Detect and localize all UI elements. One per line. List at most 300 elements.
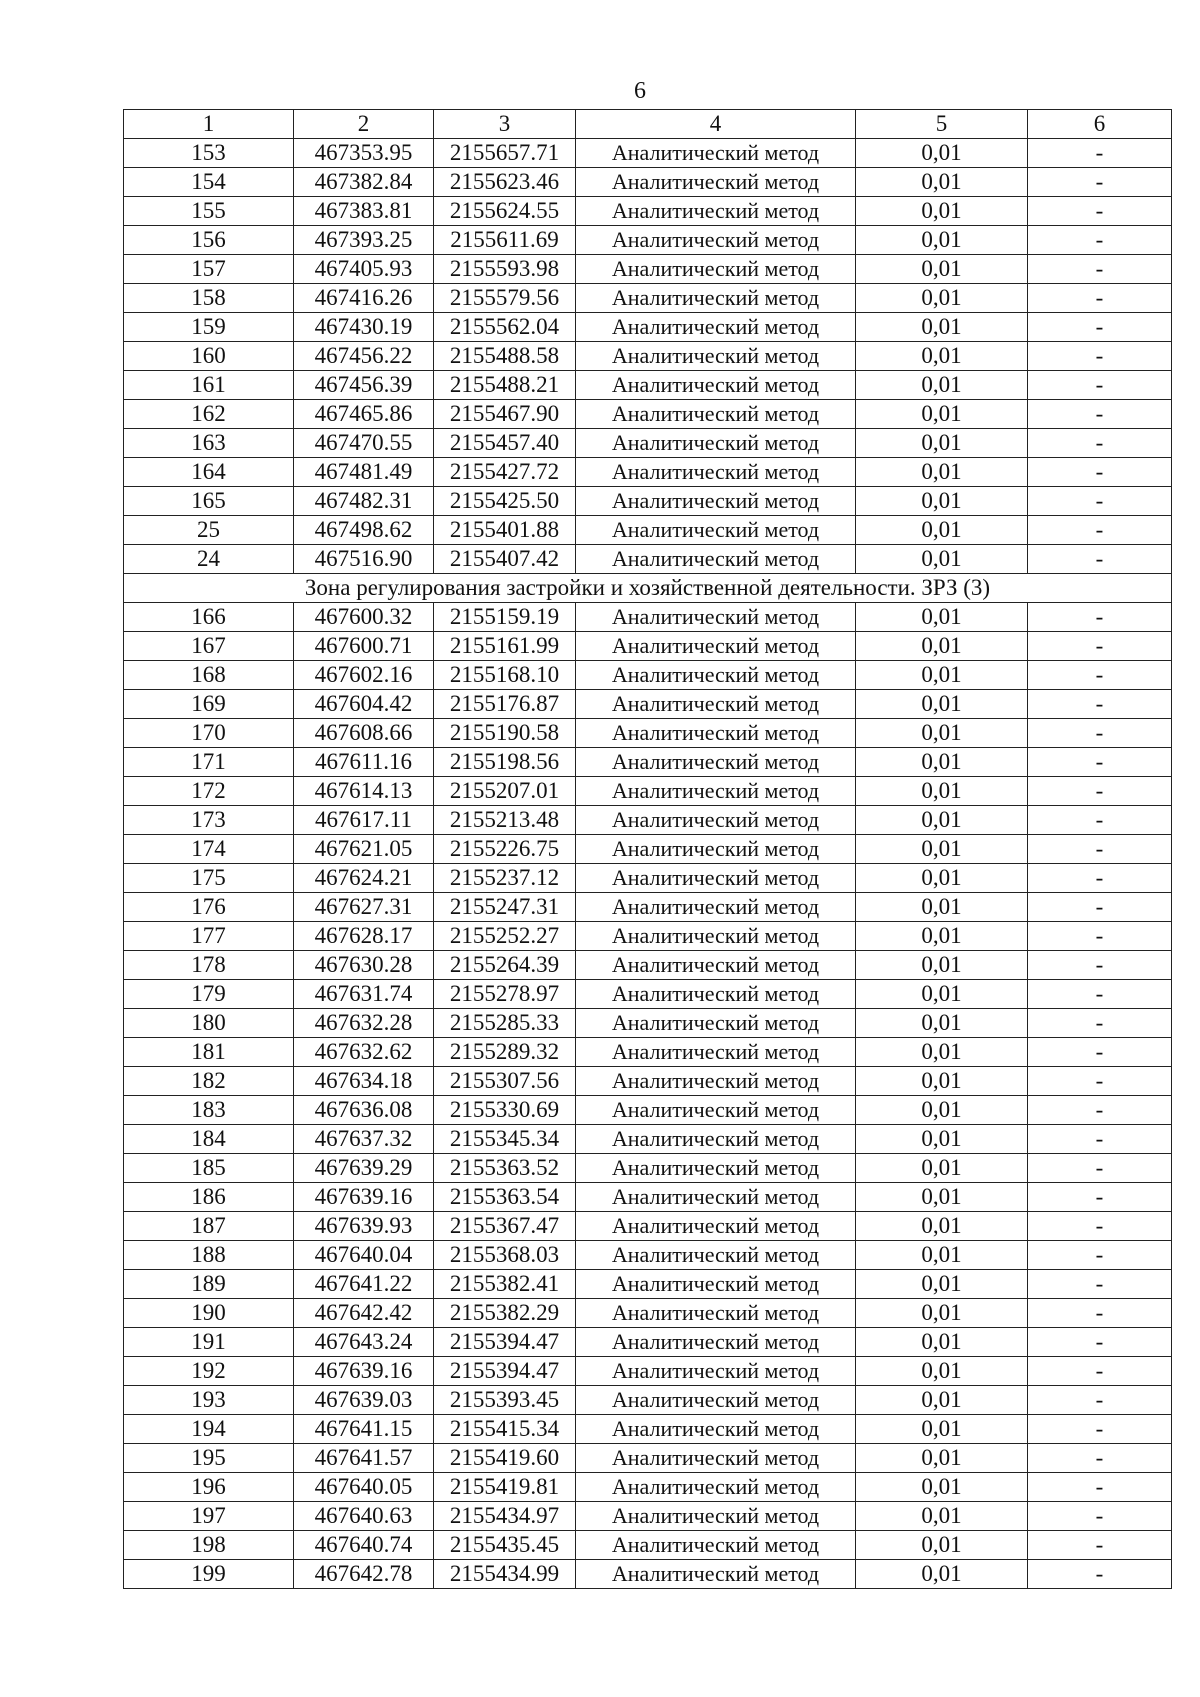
y-coordinate-cell: 2155382.29 bbox=[434, 1299, 576, 1328]
note-cell: - bbox=[1028, 1154, 1172, 1183]
method-cell: Аналитический метод bbox=[576, 980, 856, 1009]
x-coordinate-cell: 467405.93 bbox=[294, 255, 434, 284]
precision-cell: 0,01 bbox=[856, 661, 1028, 690]
x-coordinate-cell: 467640.74 bbox=[294, 1531, 434, 1560]
note-cell: - bbox=[1028, 1038, 1172, 1067]
point-number-cell: 187 bbox=[124, 1212, 294, 1241]
y-coordinate-cell: 2155427.72 bbox=[434, 458, 576, 487]
precision-cell: 0,01 bbox=[856, 1125, 1028, 1154]
table-row bbox=[124, 864, 1172, 893]
table-row bbox=[124, 922, 1172, 951]
y-coordinate-cell: 2155330.69 bbox=[434, 1096, 576, 1125]
note-cell: - bbox=[1028, 603, 1172, 632]
x-coordinate-cell: 467640.04 bbox=[294, 1241, 434, 1270]
note-cell: - bbox=[1028, 1270, 1172, 1299]
point-number-cell: 160 bbox=[124, 342, 294, 371]
y-coordinate-cell: 2155367.47 bbox=[434, 1212, 576, 1241]
precision-cell: 0,01 bbox=[856, 516, 1028, 545]
note-cell: - bbox=[1028, 1415, 1172, 1444]
x-coordinate-cell: 467617.11 bbox=[294, 806, 434, 835]
precision-cell: 0,01 bbox=[856, 168, 1028, 197]
method-cell: Аналитический метод bbox=[576, 458, 856, 487]
table-row bbox=[124, 835, 1172, 864]
table-row bbox=[124, 1473, 1172, 1502]
table-row bbox=[124, 980, 1172, 1009]
x-coordinate-cell: 467642.78 bbox=[294, 1560, 434, 1589]
method-cell: Аналитический метод bbox=[576, 1212, 856, 1241]
point-number-cell: 157 bbox=[124, 255, 294, 284]
precision-cell: 0,01 bbox=[856, 980, 1028, 1009]
method-cell: Аналитический метод bbox=[576, 835, 856, 864]
y-coordinate-cell: 2155363.52 bbox=[434, 1154, 576, 1183]
y-coordinate-cell: 2155457.40 bbox=[434, 429, 576, 458]
precision-cell: 0,01 bbox=[856, 1212, 1028, 1241]
point-number-cell: 189 bbox=[124, 1270, 294, 1299]
note-cell: - bbox=[1028, 690, 1172, 719]
note-cell: - bbox=[1028, 1560, 1172, 1589]
method-cell: Аналитический метод bbox=[576, 1386, 856, 1415]
table-row bbox=[124, 1502, 1172, 1531]
table-header bbox=[124, 110, 1172, 139]
method-cell: Аналитический метод bbox=[576, 1357, 856, 1386]
x-coordinate-cell: 467608.66 bbox=[294, 719, 434, 748]
note-cell: - bbox=[1028, 864, 1172, 893]
table-row bbox=[124, 690, 1172, 719]
precision-cell: 0,01 bbox=[856, 487, 1028, 516]
point-number-cell: 181 bbox=[124, 1038, 294, 1067]
method-cell: Аналитический метод bbox=[576, 1270, 856, 1299]
point-number-cell: 161 bbox=[124, 371, 294, 400]
x-coordinate-cell: 467621.05 bbox=[294, 835, 434, 864]
point-number-cell: 182 bbox=[124, 1067, 294, 1096]
table-row bbox=[124, 893, 1172, 922]
x-coordinate-cell: 467639.29 bbox=[294, 1154, 434, 1183]
method-cell: Аналитический метод bbox=[576, 1444, 856, 1473]
method-cell: Аналитический метод bbox=[576, 777, 856, 806]
note-cell: - bbox=[1028, 1386, 1172, 1415]
table-row bbox=[124, 1270, 1172, 1299]
x-coordinate-cell: 467382.84 bbox=[294, 168, 434, 197]
table-row bbox=[124, 777, 1172, 806]
method-cell: Аналитический метод bbox=[576, 226, 856, 255]
note-cell: - bbox=[1028, 1096, 1172, 1125]
y-coordinate-cell: 2155593.98 bbox=[434, 255, 576, 284]
header-cell: 6 bbox=[1028, 110, 1172, 139]
x-coordinate-cell: 467636.08 bbox=[294, 1096, 434, 1125]
y-coordinate-cell: 2155237.12 bbox=[434, 864, 576, 893]
point-number-cell: 176 bbox=[124, 893, 294, 922]
method-cell: Аналитический метод bbox=[576, 1415, 856, 1444]
method-cell: Аналитический метод bbox=[576, 371, 856, 400]
note-cell: - bbox=[1028, 951, 1172, 980]
table-row bbox=[124, 139, 1172, 168]
table-row bbox=[124, 1125, 1172, 1154]
header-cell: 1 bbox=[124, 110, 294, 139]
y-coordinate-cell: 2155434.99 bbox=[434, 1560, 576, 1589]
y-coordinate-cell: 2155393.45 bbox=[434, 1386, 576, 1415]
note-cell: - bbox=[1028, 1328, 1172, 1357]
note-cell: - bbox=[1028, 1357, 1172, 1386]
y-coordinate-cell: 2155198.56 bbox=[434, 748, 576, 777]
note-cell: - bbox=[1028, 1444, 1172, 1473]
table-row bbox=[124, 1560, 1172, 1589]
method-cell: Аналитический метод bbox=[576, 313, 856, 342]
method-cell: Аналитический метод bbox=[576, 255, 856, 284]
point-number-cell: 24 bbox=[124, 545, 294, 574]
precision-cell: 0,01 bbox=[856, 719, 1028, 748]
precision-cell: 0,01 bbox=[856, 1183, 1028, 1212]
x-coordinate-cell: 467639.03 bbox=[294, 1386, 434, 1415]
table-row bbox=[124, 545, 1172, 574]
table-row bbox=[124, 1096, 1172, 1125]
x-coordinate-cell: 467628.17 bbox=[294, 922, 434, 951]
table-row bbox=[124, 1328, 1172, 1357]
point-number-cell: 183 bbox=[124, 1096, 294, 1125]
precision-cell: 0,01 bbox=[856, 1096, 1028, 1125]
table-row bbox=[124, 342, 1172, 371]
note-cell: - bbox=[1028, 893, 1172, 922]
table-row bbox=[124, 429, 1172, 458]
precision-cell: 0,01 bbox=[856, 197, 1028, 226]
y-coordinate-cell: 2155488.58 bbox=[434, 342, 576, 371]
point-number-cell: 165 bbox=[124, 487, 294, 516]
x-coordinate-cell: 467641.57 bbox=[294, 1444, 434, 1473]
x-coordinate-cell: 467600.32 bbox=[294, 603, 434, 632]
precision-cell: 0,01 bbox=[856, 1067, 1028, 1096]
table-row bbox=[124, 1009, 1172, 1038]
y-coordinate-cell: 2155252.27 bbox=[434, 922, 576, 951]
note-cell: - bbox=[1028, 487, 1172, 516]
note-cell: - bbox=[1028, 1125, 1172, 1154]
table-row bbox=[124, 632, 1172, 661]
y-coordinate-cell: 2155419.81 bbox=[434, 1473, 576, 1502]
point-number-cell: 195 bbox=[124, 1444, 294, 1473]
y-coordinate-cell: 2155161.99 bbox=[434, 632, 576, 661]
table-row bbox=[124, 400, 1172, 429]
note-cell: - bbox=[1028, 400, 1172, 429]
method-cell: Аналитический метод bbox=[576, 603, 856, 632]
y-coordinate-cell: 2155176.87 bbox=[434, 690, 576, 719]
point-number-cell: 166 bbox=[124, 603, 294, 632]
table-row bbox=[124, 1299, 1172, 1328]
point-number-cell: 172 bbox=[124, 777, 294, 806]
point-number-cell: 196 bbox=[124, 1473, 294, 1502]
precision-cell: 0,01 bbox=[856, 429, 1028, 458]
x-coordinate-cell: 467639.16 bbox=[294, 1183, 434, 1212]
method-cell: Аналитический метод bbox=[576, 1154, 856, 1183]
table-row bbox=[124, 1386, 1172, 1415]
x-coordinate-cell: 467516.90 bbox=[294, 545, 434, 574]
method-cell: Аналитический метод bbox=[576, 632, 856, 661]
point-number-cell: 193 bbox=[124, 1386, 294, 1415]
point-number-cell: 186 bbox=[124, 1183, 294, 1212]
note-cell: - bbox=[1028, 835, 1172, 864]
note-cell: - bbox=[1028, 1531, 1172, 1560]
method-cell: Аналитический метод bbox=[576, 168, 856, 197]
y-coordinate-cell: 2155467.90 bbox=[434, 400, 576, 429]
x-coordinate-cell: 467632.28 bbox=[294, 1009, 434, 1038]
method-cell: Аналитический метод bbox=[576, 342, 856, 371]
point-number-cell: 177 bbox=[124, 922, 294, 951]
point-number-cell: 164 bbox=[124, 458, 294, 487]
table-row bbox=[124, 1154, 1172, 1183]
method-cell: Аналитический метод bbox=[576, 1125, 856, 1154]
x-coordinate-cell: 467634.18 bbox=[294, 1067, 434, 1096]
point-number-cell: 154 bbox=[124, 168, 294, 197]
y-coordinate-cell: 2155435.45 bbox=[434, 1531, 576, 1560]
method-cell: Аналитический метод bbox=[576, 197, 856, 226]
y-coordinate-cell: 2155394.47 bbox=[434, 1328, 576, 1357]
method-cell: Аналитический метод bbox=[576, 1473, 856, 1502]
note-cell: - bbox=[1028, 1299, 1172, 1328]
y-coordinate-cell: 2155289.32 bbox=[434, 1038, 576, 1067]
note-cell: - bbox=[1028, 1067, 1172, 1096]
note-cell: - bbox=[1028, 719, 1172, 748]
method-cell: Аналитический метод bbox=[576, 516, 856, 545]
x-coordinate-cell: 467614.13 bbox=[294, 777, 434, 806]
y-coordinate-cell: 2155425.50 bbox=[434, 487, 576, 516]
y-coordinate-cell: 2155382.41 bbox=[434, 1270, 576, 1299]
y-coordinate-cell: 2155159.19 bbox=[434, 603, 576, 632]
table-row bbox=[124, 1183, 1172, 1212]
y-coordinate-cell: 2155611.69 bbox=[434, 226, 576, 255]
y-coordinate-cell: 2155394.47 bbox=[434, 1357, 576, 1386]
x-coordinate-cell: 467640.63 bbox=[294, 1502, 434, 1531]
precision-cell: 0,01 bbox=[856, 1386, 1028, 1415]
table-row bbox=[124, 1212, 1172, 1241]
note-cell: - bbox=[1028, 516, 1172, 545]
table-row bbox=[124, 1531, 1172, 1560]
y-coordinate-cell: 2155623.46 bbox=[434, 168, 576, 197]
y-coordinate-cell: 2155345.34 bbox=[434, 1125, 576, 1154]
table-row bbox=[124, 516, 1172, 545]
zone-title-row bbox=[124, 574, 1172, 603]
table-row bbox=[124, 661, 1172, 690]
x-coordinate-cell: 467383.81 bbox=[294, 197, 434, 226]
note-cell: - bbox=[1028, 632, 1172, 661]
point-number-cell: 185 bbox=[124, 1154, 294, 1183]
x-coordinate-cell: 467631.74 bbox=[294, 980, 434, 1009]
table-row bbox=[124, 603, 1172, 632]
precision-cell: 0,01 bbox=[856, 313, 1028, 342]
y-coordinate-cell: 2155368.03 bbox=[434, 1241, 576, 1270]
note-cell: - bbox=[1028, 1502, 1172, 1531]
note-cell: - bbox=[1028, 806, 1172, 835]
method-cell: Аналитический метод bbox=[576, 1038, 856, 1067]
note-cell: - bbox=[1028, 226, 1172, 255]
point-number-cell: 171 bbox=[124, 748, 294, 777]
precision-cell: 0,01 bbox=[856, 1009, 1028, 1038]
precision-cell: 0,01 bbox=[856, 1473, 1028, 1502]
note-cell: - bbox=[1028, 1473, 1172, 1502]
y-coordinate-cell: 2155657.71 bbox=[434, 139, 576, 168]
point-number-cell: 158 bbox=[124, 284, 294, 313]
table-row bbox=[124, 806, 1172, 835]
y-coordinate-cell: 2155488.21 bbox=[434, 371, 576, 400]
x-coordinate-cell: 467470.55 bbox=[294, 429, 434, 458]
point-number-cell: 194 bbox=[124, 1415, 294, 1444]
method-cell: Аналитический метод bbox=[576, 487, 856, 516]
x-coordinate-cell: 467498.62 bbox=[294, 516, 434, 545]
x-coordinate-cell: 467641.15 bbox=[294, 1415, 434, 1444]
method-cell: Аналитический метод bbox=[576, 1241, 856, 1270]
note-cell: - bbox=[1028, 313, 1172, 342]
note-cell: - bbox=[1028, 777, 1172, 806]
precision-cell: 0,01 bbox=[856, 603, 1028, 632]
method-cell: Аналитический метод bbox=[576, 1531, 856, 1560]
precision-cell: 0,01 bbox=[856, 545, 1028, 574]
y-coordinate-cell: 2155226.75 bbox=[434, 835, 576, 864]
note-cell: - bbox=[1028, 168, 1172, 197]
y-coordinate-cell: 2155415.34 bbox=[434, 1415, 576, 1444]
x-coordinate-cell: 467465.86 bbox=[294, 400, 434, 429]
precision-cell: 0,01 bbox=[856, 458, 1028, 487]
x-coordinate-cell: 467482.31 bbox=[294, 487, 434, 516]
method-cell: Аналитический метод bbox=[576, 719, 856, 748]
x-coordinate-cell: 467627.31 bbox=[294, 893, 434, 922]
table-row bbox=[124, 255, 1172, 284]
point-number-cell: 197 bbox=[124, 1502, 294, 1531]
y-coordinate-cell: 2155562.04 bbox=[434, 313, 576, 342]
precision-cell: 0,01 bbox=[856, 139, 1028, 168]
note-cell: - bbox=[1028, 197, 1172, 226]
method-cell: Аналитический метод bbox=[576, 1502, 856, 1531]
x-coordinate-cell: 467640.05 bbox=[294, 1473, 434, 1502]
x-coordinate-cell: 467642.42 bbox=[294, 1299, 434, 1328]
method-cell: Аналитический метод bbox=[576, 139, 856, 168]
point-number-cell: 173 bbox=[124, 806, 294, 835]
method-cell: Аналитический метод bbox=[576, 922, 856, 951]
table-row bbox=[124, 1357, 1172, 1386]
note-cell: - bbox=[1028, 545, 1172, 574]
method-cell: Аналитический метод bbox=[576, 545, 856, 574]
point-number-cell: 178 bbox=[124, 951, 294, 980]
note-cell: - bbox=[1028, 284, 1172, 313]
method-cell: Аналитический метод bbox=[576, 806, 856, 835]
x-coordinate-cell: 467630.28 bbox=[294, 951, 434, 980]
x-coordinate-cell: 467611.16 bbox=[294, 748, 434, 777]
y-coordinate-cell: 2155401.88 bbox=[434, 516, 576, 545]
table-row bbox=[124, 1067, 1172, 1096]
precision-cell: 0,01 bbox=[856, 690, 1028, 719]
method-cell: Аналитический метод bbox=[576, 1009, 856, 1038]
y-coordinate-cell: 2155285.33 bbox=[434, 1009, 576, 1038]
method-cell: Аналитический метод bbox=[576, 1560, 856, 1589]
note-cell: - bbox=[1028, 1009, 1172, 1038]
method-cell: Аналитический метод bbox=[576, 1183, 856, 1212]
precision-cell: 0,01 bbox=[856, 1357, 1028, 1386]
precision-cell: 0,01 bbox=[856, 1531, 1028, 1560]
note-cell: - bbox=[1028, 139, 1172, 168]
precision-cell: 0,01 bbox=[856, 777, 1028, 806]
table-row bbox=[124, 748, 1172, 777]
point-number-cell: 179 bbox=[124, 980, 294, 1009]
point-number-cell: 163 bbox=[124, 429, 294, 458]
note-cell: - bbox=[1028, 748, 1172, 777]
precision-cell: 0,01 bbox=[856, 1241, 1028, 1270]
y-coordinate-cell: 2155579.56 bbox=[434, 284, 576, 313]
precision-cell: 0,01 bbox=[856, 835, 1028, 864]
precision-cell: 0,01 bbox=[856, 632, 1028, 661]
point-number-cell: 199 bbox=[124, 1560, 294, 1589]
point-number-cell: 170 bbox=[124, 719, 294, 748]
method-cell: Аналитический метод bbox=[576, 1328, 856, 1357]
precision-cell: 0,01 bbox=[856, 1270, 1028, 1299]
y-coordinate-cell: 2155407.42 bbox=[434, 545, 576, 574]
y-coordinate-cell: 2155434.97 bbox=[434, 1502, 576, 1531]
x-coordinate-cell: 467600.71 bbox=[294, 632, 434, 661]
point-number-cell: 175 bbox=[124, 864, 294, 893]
precision-cell: 0,01 bbox=[856, 1415, 1028, 1444]
table-row bbox=[124, 1444, 1172, 1473]
x-coordinate-cell: 467602.16 bbox=[294, 661, 434, 690]
y-coordinate-cell: 2155247.31 bbox=[434, 893, 576, 922]
note-cell: - bbox=[1028, 342, 1172, 371]
table-row bbox=[124, 1241, 1172, 1270]
precision-cell: 0,01 bbox=[856, 1328, 1028, 1357]
precision-cell: 0,01 bbox=[856, 284, 1028, 313]
point-number-cell: 162 bbox=[124, 400, 294, 429]
precision-cell: 0,01 bbox=[856, 255, 1028, 284]
note-cell: - bbox=[1028, 922, 1172, 951]
point-number-cell: 169 bbox=[124, 690, 294, 719]
x-coordinate-cell: 467637.32 bbox=[294, 1125, 434, 1154]
x-coordinate-cell: 467430.19 bbox=[294, 313, 434, 342]
table-row bbox=[124, 951, 1172, 980]
method-cell: Аналитический метод bbox=[576, 748, 856, 777]
point-number-cell: 155 bbox=[124, 197, 294, 226]
x-coordinate-cell: 467632.62 bbox=[294, 1038, 434, 1067]
header-row bbox=[124, 110, 1172, 139]
precision-cell: 0,01 bbox=[856, 951, 1028, 980]
point-number-cell: 159 bbox=[124, 313, 294, 342]
x-coordinate-cell: 467393.25 bbox=[294, 226, 434, 255]
y-coordinate-cell: 2155207.01 bbox=[434, 777, 576, 806]
point-number-cell: 167 bbox=[124, 632, 294, 661]
note-cell: - bbox=[1028, 429, 1172, 458]
table-row bbox=[124, 197, 1172, 226]
table-row bbox=[124, 1038, 1172, 1067]
method-cell: Аналитический метод bbox=[576, 661, 856, 690]
precision-cell: 0,01 bbox=[856, 893, 1028, 922]
precision-cell: 0,01 bbox=[856, 1154, 1028, 1183]
header-cell: 3 bbox=[434, 110, 576, 139]
point-number-cell: 191 bbox=[124, 1328, 294, 1357]
table-row bbox=[124, 371, 1172, 400]
x-coordinate-cell: 467416.26 bbox=[294, 284, 434, 313]
table-row bbox=[124, 313, 1172, 342]
precision-cell: 0,01 bbox=[856, 371, 1028, 400]
method-cell: Аналитический метод bbox=[576, 893, 856, 922]
point-number-cell: 153 bbox=[124, 139, 294, 168]
y-coordinate-cell: 2155363.54 bbox=[434, 1183, 576, 1212]
note-cell: - bbox=[1028, 980, 1172, 1009]
coordinates-table bbox=[123, 109, 1172, 1589]
table-row bbox=[124, 226, 1172, 255]
table-body bbox=[124, 139, 1172, 1589]
note-cell: - bbox=[1028, 661, 1172, 690]
note-cell: - bbox=[1028, 1183, 1172, 1212]
table-row bbox=[124, 487, 1172, 516]
y-coordinate-cell: 2155213.48 bbox=[434, 806, 576, 835]
x-coordinate-cell: 467456.39 bbox=[294, 371, 434, 400]
point-number-cell: 184 bbox=[124, 1125, 294, 1154]
note-cell: - bbox=[1028, 255, 1172, 284]
method-cell: Аналитический метод bbox=[576, 429, 856, 458]
note-cell: - bbox=[1028, 1241, 1172, 1270]
method-cell: Аналитический метод bbox=[576, 1096, 856, 1125]
precision-cell: 0,01 bbox=[856, 1038, 1028, 1067]
